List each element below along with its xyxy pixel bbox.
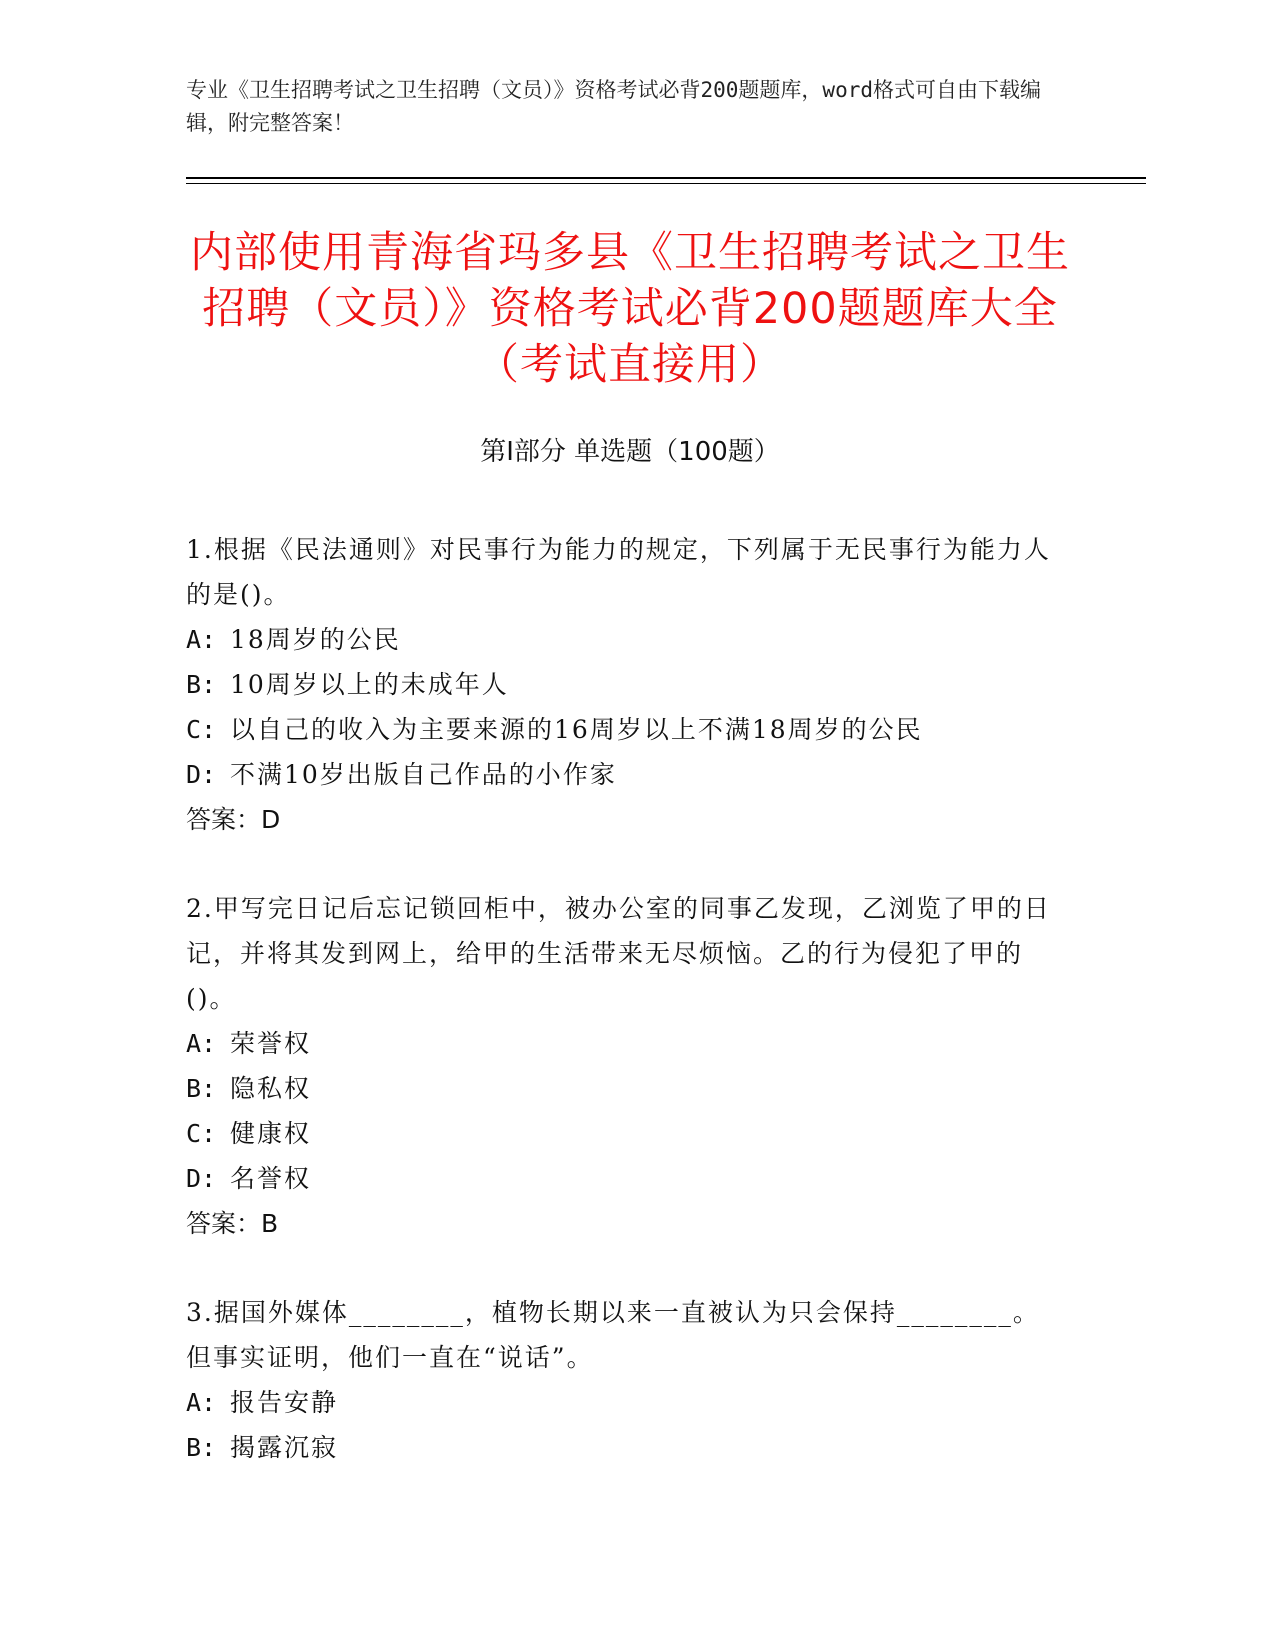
question-1 xyxy=(186,527,1056,842)
option-text: 荣誉权 xyxy=(230,1029,312,1058)
option-b xyxy=(186,1066,1056,1111)
option-d xyxy=(186,752,1056,797)
option-c xyxy=(186,707,1056,752)
document-title: 内部使用青海省玛多县《卫生招聘考试之卫生招聘（文员）》资格考试必背200题题库大全（考试直接用） xyxy=(190,228,1070,390)
option-a xyxy=(186,1021,1056,1066)
option-text: 10周岁以上的未成年人 xyxy=(230,670,509,699)
option-b xyxy=(186,662,1056,707)
option-key: B: xyxy=(186,1074,217,1103)
option-key: C: xyxy=(186,1119,217,1148)
option-d xyxy=(186,1156,1056,1201)
option-text: 隐私权 xyxy=(230,1074,312,1103)
option-b xyxy=(186,1425,1056,1470)
question-stem: 2.甲写完日记后忘记锁回柜中，被办公室的同事乙发现，乙浏览了甲的日记，并将其发到网上，给甲的生活带来无尽烦恼。乙的行为侵犯了甲的()。 xyxy=(186,894,1051,1013)
question-list xyxy=(186,527,1056,1514)
section-heading: 第Ⅰ部分 单选题（100题） xyxy=(480,437,780,467)
question-stem: 3.据国外媒体________，植物长期以来一直被认为只会保持________。但事实证明，他们一直在“说话”。 xyxy=(186,1298,1040,1372)
option-text: 不满10岁出版自己作品的小作家 xyxy=(230,760,617,789)
option-c xyxy=(186,1111,1056,1156)
option-text: 名誉权 xyxy=(230,1164,312,1193)
header-rule-thin xyxy=(186,183,1146,184)
option-text: 18周岁的公民 xyxy=(230,625,401,654)
question-2 xyxy=(186,886,1056,1246)
header-rule-thick xyxy=(186,177,1146,179)
option-key: B: xyxy=(186,670,217,699)
question-3 xyxy=(186,1290,1056,1470)
option-key: A: xyxy=(186,1029,217,1058)
option-a xyxy=(186,1380,1056,1425)
option-text: 报告安静 xyxy=(230,1388,339,1417)
option-a xyxy=(186,617,1056,662)
option-key: D: xyxy=(186,760,217,789)
option-key: A: xyxy=(186,625,217,654)
option-key: B: xyxy=(186,1433,217,1462)
option-text: 揭露沉寂 xyxy=(230,1433,339,1462)
option-key: A: xyxy=(186,1388,217,1417)
question-stem: 1.根据《民法通则》对民事行为能力的规定，下列属于无民事行为能力人的是()。 xyxy=(186,535,1051,609)
option-key: C: xyxy=(186,715,217,744)
option-key: D: xyxy=(186,1164,217,1193)
header-note: 专业《卫生招聘考试之卫生招聘（文员）》资格考试必背200题题库，word格式可自由下载编辑，附完整答案！ xyxy=(186,78,1041,135)
answer-line: 答案：D xyxy=(186,805,281,834)
option-text: 以自己的收入为主要来源的16周岁以上不满18周岁的公民 xyxy=(230,715,923,744)
answer-line: 答案：B xyxy=(186,1209,279,1238)
option-text: 健康权 xyxy=(230,1119,312,1148)
